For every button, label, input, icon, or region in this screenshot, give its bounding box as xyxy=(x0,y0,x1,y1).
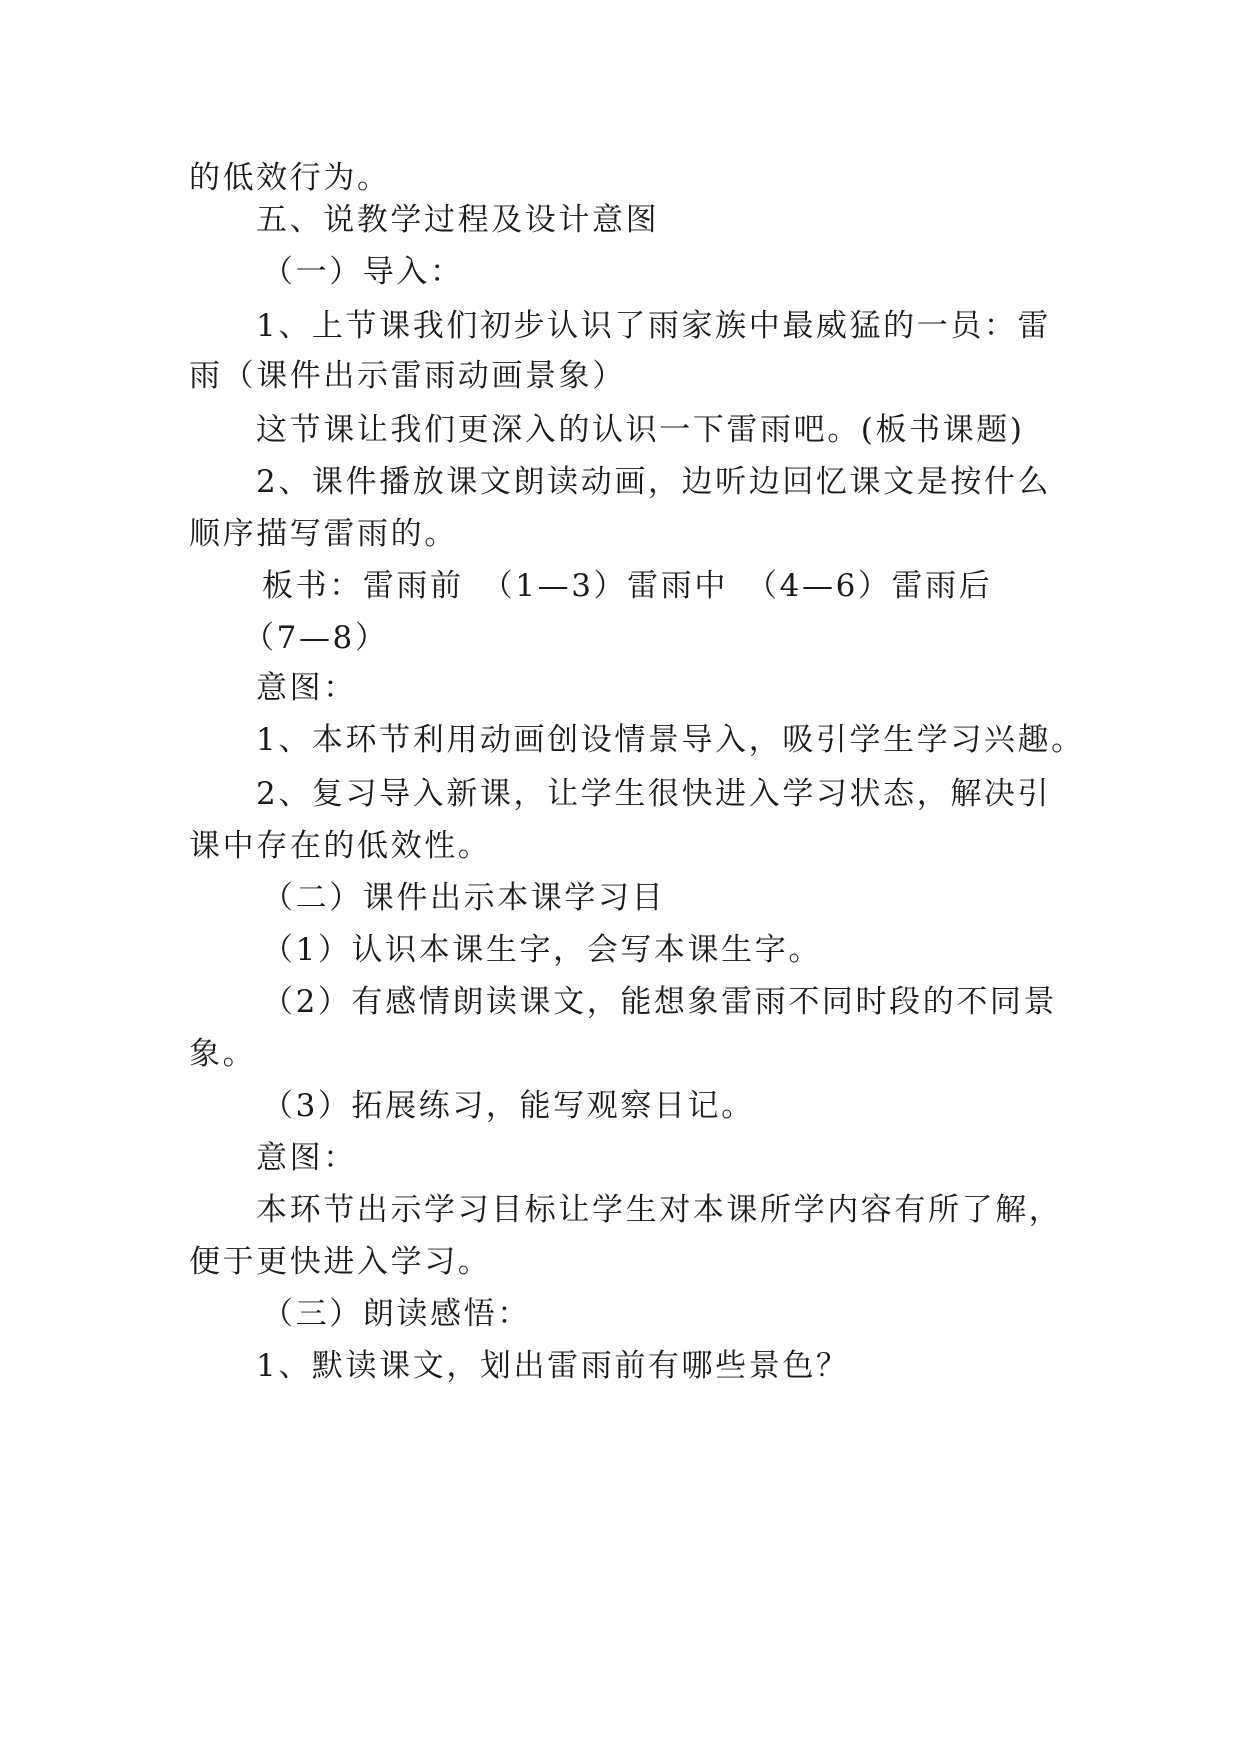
text-line: 1、上节课我们初步认识了雨家族中最威猛的一员：雷 xyxy=(256,308,1052,344)
text-line: 1、本环节利用动画创设情景导入，吸引学生学习兴趣。 xyxy=(256,722,1085,758)
text-line: （3）拓展练习，能写观察日记。 xyxy=(262,1088,755,1124)
blackboard-line: 板书：雷雨前 （1—3）雷雨中 （4—6）雷雨后 xyxy=(262,568,993,604)
text-line: 1、默读课文，划出雷雨前有哪些景色？ xyxy=(256,1348,850,1384)
text-line: （7—8） xyxy=(243,620,389,656)
subsection-heading: （二）课件出示本课学习目 xyxy=(262,880,666,916)
text-line: 雨（课件出示雷雨动画景象） xyxy=(189,358,626,394)
text-line: 2、课件播放课文朗读动画，边听边回忆课文是按什么 xyxy=(256,464,1052,500)
subsection-heading: （三）朗读感悟： xyxy=(262,1296,531,1332)
text-line: （2）有感情朗读课文，能想象雷雨不同时段的不同景 xyxy=(262,984,1058,1020)
subsection-heading: （一）导入： xyxy=(262,254,464,290)
text-line: 便于更快进入学习。 xyxy=(189,1244,492,1280)
text-line: （1）认识本课生字，会写本课生字。 xyxy=(262,932,822,968)
section-heading: 五、说教学过程及设计意图 xyxy=(256,202,660,238)
text-line: 这节课让我们更深入的认识一下雷雨吧。(板书课题) xyxy=(256,412,1025,448)
intent-label: 意图： xyxy=(256,1140,357,1176)
text-line: 的低效行为。 xyxy=(189,160,391,196)
text-line: 2、复习导入新课，让学生很快进入学习状态，解决引 xyxy=(256,776,1052,812)
text-line: 本环节出示学习目标让学生对本课所学内容有所了解， xyxy=(256,1192,1063,1228)
text-line: 象。 xyxy=(189,1036,257,1072)
intent-label: 意图： xyxy=(256,670,357,706)
text-line: 顺序描写雷雨的。 xyxy=(189,516,458,552)
text-line: 课中存在的低效性。 xyxy=(189,828,492,864)
